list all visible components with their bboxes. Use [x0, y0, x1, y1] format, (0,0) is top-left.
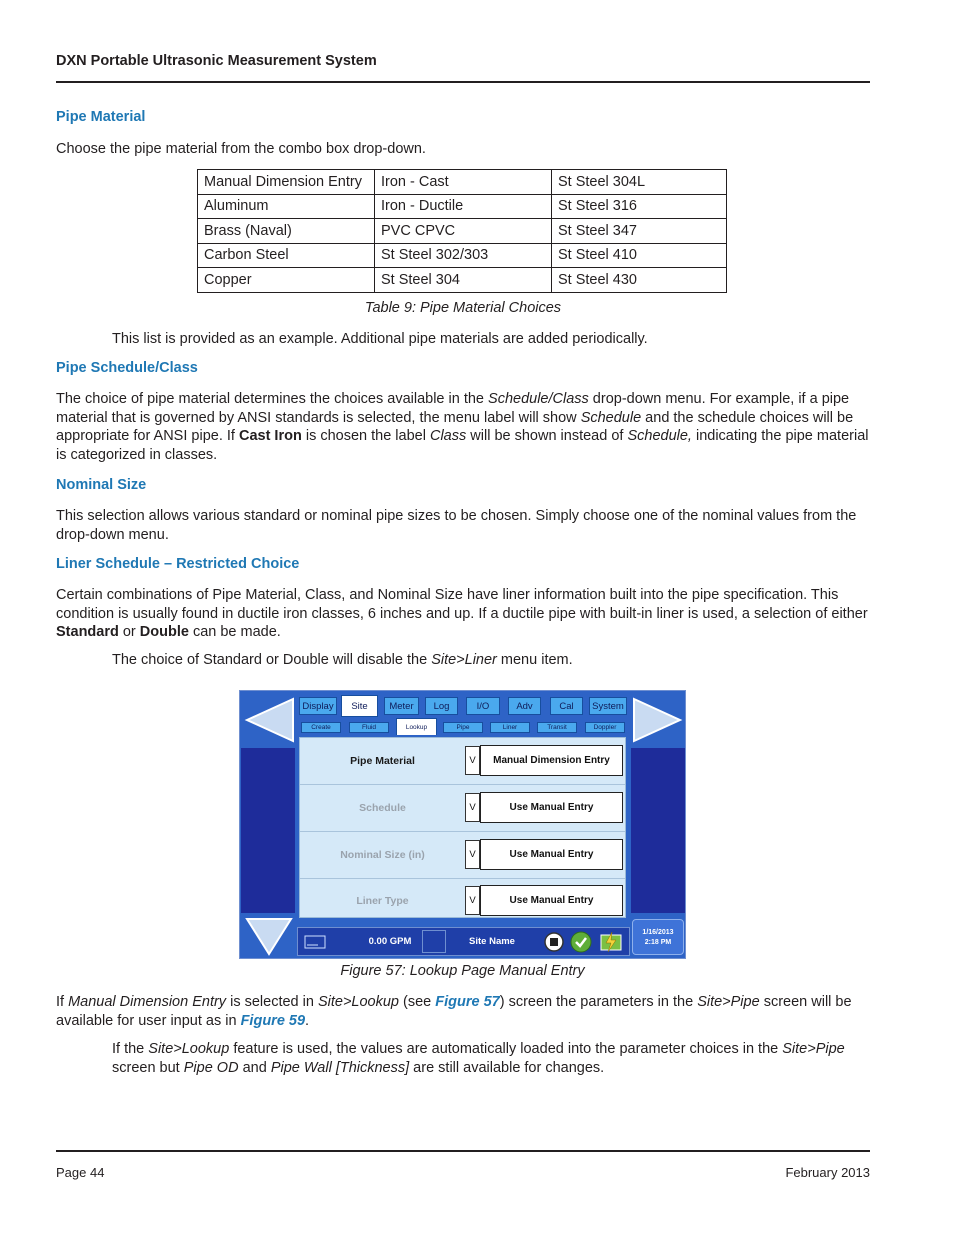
dropdown-toggle[interactable]: V [465, 886, 480, 915]
site-name-readout[interactable]: Site Name [469, 936, 515, 947]
lookup-screen-figure [239, 690, 686, 959]
subtab-doppler[interactable]: Doppler [585, 722, 625, 733]
ok-check-icon [570, 931, 592, 953]
table-cell: Aluminum [198, 194, 375, 219]
power-icon [598, 930, 624, 954]
datetime-display [632, 919, 684, 955]
row-label: Nominal Size (in) [340, 849, 425, 861]
tab-cal[interactable]: Cal [550, 697, 583, 715]
subtab-fluid[interactable]: Fluid [349, 722, 389, 733]
tab-log[interactable]: Log [425, 697, 458, 715]
table-cell: Iron - Cast [375, 170, 552, 195]
footer-date: February 2013 [785, 1165, 870, 1180]
heading-liner: Liner Schedule – Restricted Choice [56, 556, 300, 572]
footer-rule [56, 1150, 870, 1152]
liner-type-combo[interactable]: Use Manual Entry [480, 885, 623, 916]
pipe-material-combo[interactable]: Manual Dimension Entry [480, 745, 623, 776]
table-row [198, 243, 727, 268]
left-arrow-icon [244, 696, 294, 744]
liner-type-row [300, 878, 625, 924]
page-number: Page 44 [56, 1165, 105, 1180]
table-cell: Carbon Steel [198, 243, 375, 268]
running-header: DXN Portable Ultrasonic Measurement System [56, 53, 377, 69]
table-cell: Brass (Naval) [198, 219, 375, 244]
pipe-schedule-body: The choice of pipe material determines the choices available in the Schedule/Class drop-down menu. For example, if a pipe material that is governed by ANSI standards is selected, the menu label will show Schedule and the schedule choices will be appropriate for ANSI pipe. If Cast Iron is chosen the label Class will be shown instead of Schedule, indicating the pipe material is categorized in classes. [56, 391, 869, 463]
table-cell: St Steel 410 [552, 243, 727, 268]
figure-caption: Figure 57: Lookup Page Manual Entry [340, 963, 585, 979]
time-readout: 2:18 PM [644, 938, 672, 946]
table-caption: Table 9: Pipe Material Choices [364, 300, 562, 316]
table-row [198, 170, 727, 195]
header-rule [56, 81, 870, 83]
tab-io[interactable]: I/O [466, 697, 500, 715]
schedule-combo[interactable]: Use Manual Entry [480, 792, 623, 823]
dropdown-toggle[interactable]: V [465, 746, 480, 775]
heading-pipe-material: Pipe Material [56, 109, 146, 125]
left-side-panel [241, 748, 295, 913]
pipe-material-intro: Choose the pipe material from the combo box drop-down. [56, 141, 426, 157]
status-divider [422, 930, 446, 953]
subtab-lookup[interactable]: Lookup [396, 718, 437, 735]
tab-site[interactable]: Site [341, 695, 378, 717]
lookup-panel [299, 737, 626, 918]
schedule-row [300, 785, 625, 832]
table-cell: Manual Dimension Entry [198, 170, 375, 195]
dropdown-toggle[interactable]: V [465, 793, 480, 822]
flow-readout: 0.00 GPM [368, 936, 412, 947]
after-figure-paragraph: If Manual Dimension Entry is selected in Site>Lookup (see Figure 57) screen the parameters in the Site>Pipe screen will be available for user input as in Figure 59. [56, 994, 852, 1029]
table-cell: St Steel 304L [552, 170, 727, 195]
subtab-create[interactable]: Create [301, 722, 341, 733]
right-arrow-icon [633, 696, 683, 744]
table-row [198, 194, 727, 219]
dropdown-toggle[interactable]: V [465, 840, 480, 869]
nominal-size-combo[interactable]: Use Manual Entry [480, 839, 623, 870]
figure-59-link[interactable]: Figure 59 [240, 1012, 306, 1029]
table-cell: St Steel 430 [552, 268, 727, 293]
row-label: Pipe Material [350, 755, 415, 767]
tab-system[interactable]: System [589, 697, 627, 715]
table-row [198, 219, 727, 244]
table-cell: PVC CPVC [375, 219, 552, 244]
down-arrow-icon [244, 916, 294, 956]
lookup-note: If the Site>Lookup feature is used, the values are automatically loaded into the parameter choices in the Site>Pipe screen but Pipe OD and Pipe Wall [Thickness] are still available for changes. [112, 1041, 845, 1076]
subtab-liner[interactable]: Liner [490, 722, 530, 733]
date-readout: 1/16/2013 [642, 928, 674, 936]
pipe-material-row [300, 738, 625, 785]
nominal-size-row [300, 832, 625, 879]
right-side-panel [631, 748, 685, 913]
heading-pipe-schedule: Pipe Schedule/Class [56, 360, 198, 376]
nominal-size-body: This selection allows various standard or nominal pipe sizes to be chosen. Simply choose one of the nominal values from the drop-down menu. [56, 508, 857, 543]
subtab-pipe[interactable]: Pipe [443, 722, 483, 733]
tab-meter[interactable]: Meter [384, 697, 419, 715]
table-cell: Iron - Ductile [375, 194, 552, 219]
liner-note: The choice of Standard or Double will disable the Site>Liner menu item. [112, 652, 573, 668]
battery-icon [304, 935, 326, 949]
stop-icon[interactable] [544, 932, 564, 952]
liner-body: Certain combinations of Pipe Material, Class, and Nominal Size have liner information built into the pipe specification. This condition is usually found in ductile iron classes, 6 inches and up. If a ductile pipe with built-in liner is used, a selection of either Standard or Double can be made. [56, 587, 868, 640]
table-cell: St Steel 347 [552, 219, 727, 244]
pipe-material-note: This list is provided as an example. Additional pipe materials are added periodically. [112, 331, 648, 347]
row-label: Liner Type [356, 895, 409, 907]
table-cell: St Steel 316 [552, 194, 727, 219]
table-cell: St Steel 304 [375, 268, 552, 293]
tab-display[interactable]: Display [299, 697, 337, 715]
row-label: Schedule [359, 802, 406, 814]
next-arrow-button[interactable] [631, 693, 685, 747]
heading-nominal-size: Nominal Size [56, 477, 147, 493]
tab-adv[interactable]: Adv [508, 697, 541, 715]
subtab-transit[interactable]: Transit [537, 722, 577, 733]
table-cell: Copper [198, 268, 375, 293]
down-arrow-button[interactable] [242, 915, 296, 957]
table-row [198, 268, 727, 293]
prev-arrow-button[interactable] [242, 693, 296, 747]
figure-57-link[interactable]: Figure 57 [435, 994, 500, 1010]
status-bar [297, 927, 630, 956]
pipe-material-table [197, 169, 727, 293]
table-cell: St Steel 302/303 [375, 243, 552, 268]
